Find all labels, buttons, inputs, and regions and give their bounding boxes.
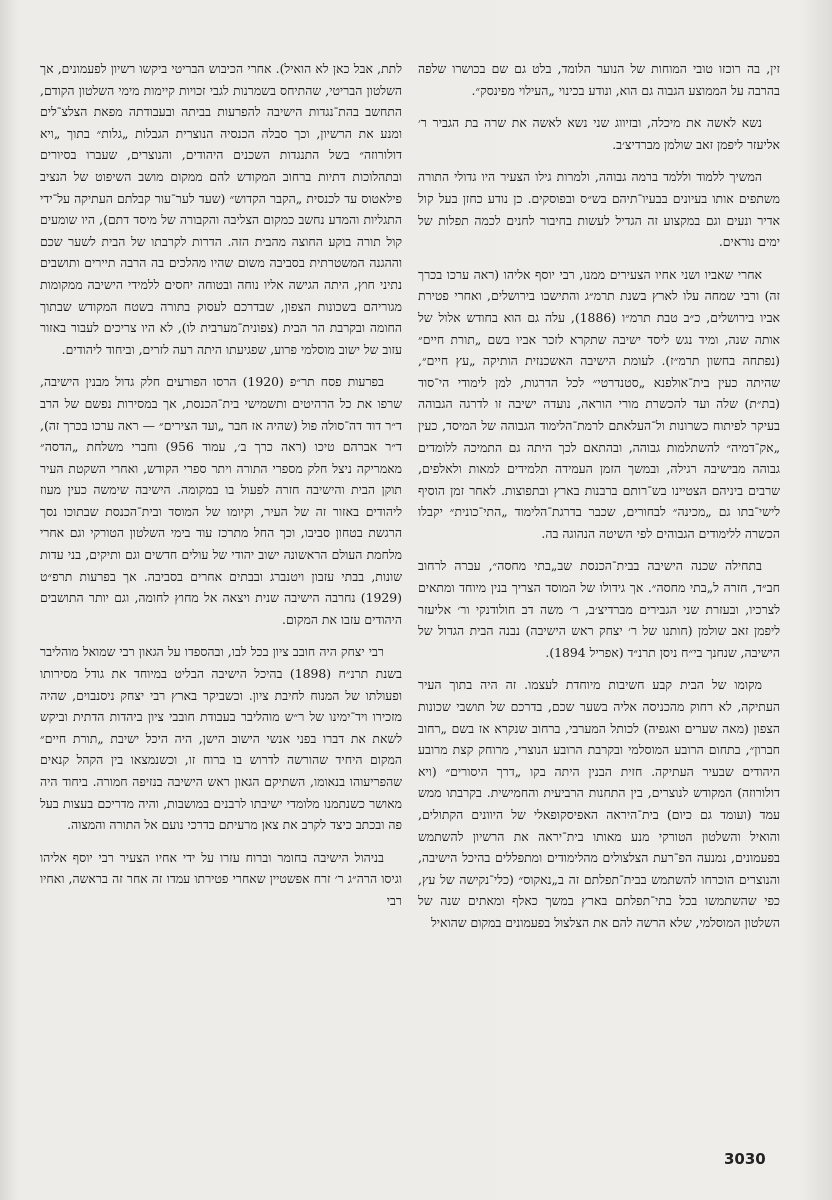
paragraph: אחרי שאביו ושני אחיו הצעירים ממנו, רבי יוסף אליהו (ראה ערכו בכרך זה) ורבי שמחה עלו לארץ בשנת תרמ״ג והתישבו בירושלים, ואחרי פטירת אביו בירושלים, כ״ב טבת תרמ״ו (1886), עלה גם הוא בחודש אלול של אותה שנה, ומיד נגש ליסד ישיבה שתקרא לזכר אביו בשם „תורת חיים״ (נפתחה בחשון תרמ״ז). לעומת הישיבה האשכנזית הותיקה „עץ חיים״, שהיתה כעין בית־אולפנא „סטנדרטי״ לכל הדרגות, למן לימודי הי־סוד (בת״ת) שלה ועד להכשרת מורי הוראה, נועדה ישיבה זו לדרגה הגבוהה בעיקר לפיתוח כשרונות ול־העלאתם לרמת־הלימוד הגבוהה של המיסד, כעין „אק־דמיה״ להשתלמות גבוהה, ובהתאם לכך היתה גם התמיכה ללומדים גבוהה מבישיבה רגילה, ובמשך הזמן העמידה תלמידים למאות ולאלפים, שרבים ביניהם הצטיינו בש־רותם ברבנות בארץ ובתפוצות. לאחר זמן הוסיף לישי־בתו גם „מכינה״ לבחורים, שכבר בדרגת־הלימוד „התי־כונית״ יקבלו הכשרה ללימודים הגבוהים לפי השיטה הנהוגה בה. — [418, 266, 780, 541]
paragraph: המשיך ללמוד וללמד ברמה גבוהה, ולמרות גילו הצעיר היו גדולי התורה משתפים אותו בעיונים בבעיו־תיהם בש״ס ובפוסקים. כן נודע כחזן בעל קול אדיר ונעים וגם במקצוע זה הגדיל לעשות בחיבור לחנים לכמה תפלות של ימים נוראים. — [418, 169, 780, 250]
paragraph: בתחילה שכנה הישיבה בבית־הכנסת שב„בתי מחסה״, עברה לרחוב חב״ד, חזרה ל„בתי מחסה״. אך גידולו של המוסד הצריך בנין מיוחד ומתאים לצרכיו, ובעזרת שני הגבירים מברדיצ׳ב, ר׳ משה דב חולודנקי ור׳ אליעזר ליפמן זאב שולמן (חותנו של ר׳ יצחק ראש הישיבה) נבנה הבית הגדול של הישיבה, שנחנך בי״ח ניסן תרנ״ד (אפריל 1894). — [418, 558, 780, 660]
left-column — [40, 58, 402, 923]
paragraph: זין, בה רוכזו טובי המוחות של הנוער הלומד, בלט גם שם בכושרו שלפה בהרבה על הממוצע הגבוה גם הוא, ונודע בכינוי „העילוי מפינסק״. — [418, 61, 780, 98]
paragraph: מקומו של הבית קבע חשיבות מיוחדת לעצמו. זה היה בתוך העיר העתיקה, לא רחוק מהכניסה אליה בשער שכם, בדרכם של תושבי שכונות הצפון (מאה שערים ואגפיה) לכותל המערבי, ברחוב שנקרא אז בשם „רחוב חברון״, בתחום הרובע המוסלמי ובקרבת הרובע הנוצרי, מרוחק קצת מרובע היהודים שבעיר העתיקה. חזית הבנין היתה בקו „דרך היסורים״ (ויא דולורוזה) המקודש לנוצרים, בין התחנות הרביעית והחמישית. בקרבתו ממש עמד (ועומד גם כיום) בית־היראה האפיסקופאלי של היוונים הקתולים, והואיל והשלטון הטורקי מנע מאותו בית־יראה את הרשיון להשתמש בפעמונים, נמנעה הפ־רעת הצלצולים מהלימודים ומתפללים בהיכל הישיבה, והנוצרים הוכרחו להשתמש בבית־תפלתם זה ב„נאקוס״ (כלי־נקישה של עץ, כפי שהשתמשו בכל בתי־תפלתם בארץ במשך כאלף ומאתים שנה של השלטון המוסלמי, שלא הרשה להם את הצלצול בפעמונים במקום שהואיל — [418, 677, 780, 930]
paragraph: נשא לאשה את מיכלה, ובזיווג שני נשא לאשה את שרה בת הגביר ר׳ אליעזר ליפמן זאב שולמן מברדיצ׳ב. — [418, 115, 780, 152]
paragraph: לתת, אבל כאן לא הואיל). אחרי הכיבוש הבריטי ביקשו רשיון לפעמונים, אך השלטון הבריטי, שהתיחס בשמרנות לגבי זכויות קיימות מימי השלטון הקודם, התחשב בהת־נגדות הישיבה להפרעות בביתה ובעבודתה מפאת הצלצ־לים ומנע את הרשיון, וכך סבלה הכנסיה הנוצרית הגבלות „גלות״ בתוך „ויא דולורוזה״ בשל התנגדות השכנים היהודים, והנוצרים, שעברו בסיורים ובתהלוכות דתיות ברחוב המקודש להם ממקום מושב השיפוט של הנציב פילאטוס עד לכנסית „הקבר הקדוש״ (שעד לער־עור קבלתם העתיקה על־ידי התגליות והמדע נחשב כמקום הצליבה והקבורה של מיסד דתם), היו שומעים קול תורה בוקע החוצה מהבית הזה. הדרות לקרבתו של הבית לשער שכם וההגנה המשטרתית בסביבה משום שהיו מהלכים בה הרבה תיירים ותושבים נתיני חוץ, היתה הגישה אליו נוחה ובטוחה יחסים ללמידי הישיבה ממקומות מגוריהם בשכונות הצפון, שבדרכם לעסוק בתורה בשטח המקודש שבתוך החומה ובקרבת הר הבית (צפונית־מערבית לו), לא היו צריכים לעבור באזור עזוב של ישוב מוסלמי פרוע, שפגיעתו היתה רעה לזרים, וביחוד ליהודים. — [40, 61, 402, 357]
paragraph: רבי יצחק היה חובב ציון בכל לבו, ובהספדו על הגאון רבי שמואל מוהליבר בשנת תרנ״ח (1898) בהיכל הישיבה הבליט במיוחד את גודל מסירותו ופעולתו של המנוח לחיבת ציון. וכשביקר בארץ רבי יצחק ניסנבוים, שהיה מזכירו ויד־ימינו של ר״ש מוהליבר בעבודת חובבי ציון ביהדות הדתית וביקש לשאת את דברו בפני אנשי הישוב הישן, היה היכל ישיבת „תורת חיים״ המקום היחיד שהורשה לדרוש בו ברוח זו, וכשנמצאו בין הקהל קנאים שהפריעוהו בנאומו, השתיקם הגאון ראש הישיבה בנזיפה חמורה. ביחוד היה מאושר כשנתמנו מלומדי ישיבתו לרבנים במושבות, והיה מדריכם בעצות בעל פה ובכתב כיצד לקרב את צאן מרעיתם בדרכי נועם אל התורה והמצוה. — [40, 644, 402, 833]
paragraph: בניהול הישיבה בחומר וברוח עזרו על ידי אחיו הצעיר רבי יוסף אליהו וגיסו הרה״ג ר׳ זרח אפשטיין שאחרי פטירתו עמדו זה אחר זה בראשה, ואחיו רבי — [40, 849, 402, 908]
paragraph: בפרעות פסח תר״פ (1920) הרסו הפורעים חלק גדול מבנין הישיבה, שרפו את כל הרהיטים ותשמישי בית־הכנסת, אך במסירות נפשם של הרב ד״ר דוד דה־סולה פול (שהיה אז חבר „ועד הצירים״ — ראה ערכו בכרך זה), ד״ר אברהם טיכו (ראה כרך ב׳, עמוד 956) וחברי משלחת „הדסה״ מאמריקה ניצל חלק מספרי התורה ויתר ספרי הקודש, ואחרי השקטת העיר תוקן הבית והישיבה חזרה לפעול בו במקומה. הישיבה שימשה כעין מעוז ליהודים באזור זה של העיר, וקיומו של המוסד ובית־הכנסת שבתוכו נסך הרגשת בטחון סביבו, וכך החל מתרכז עוד בימי השלטון הטורקי וגם אחרי מלחמת העולם הראשונה ישוב יהודי של עולים חדשים וגם ותיקים, בני עדות שונות, בבתי עזבון ויטנברג ובבתים אחרים בסביבה. אך בפרעות תרפ״ט (1929) נחרבה הישיבה שנית ויצאה אל מחוץ לחומה, וגם יותר התושבים היהודים עזבו את המקום. — [40, 374, 402, 627]
right-column — [418, 58, 780, 945]
page-number: 3030 — [724, 1150, 766, 1168]
